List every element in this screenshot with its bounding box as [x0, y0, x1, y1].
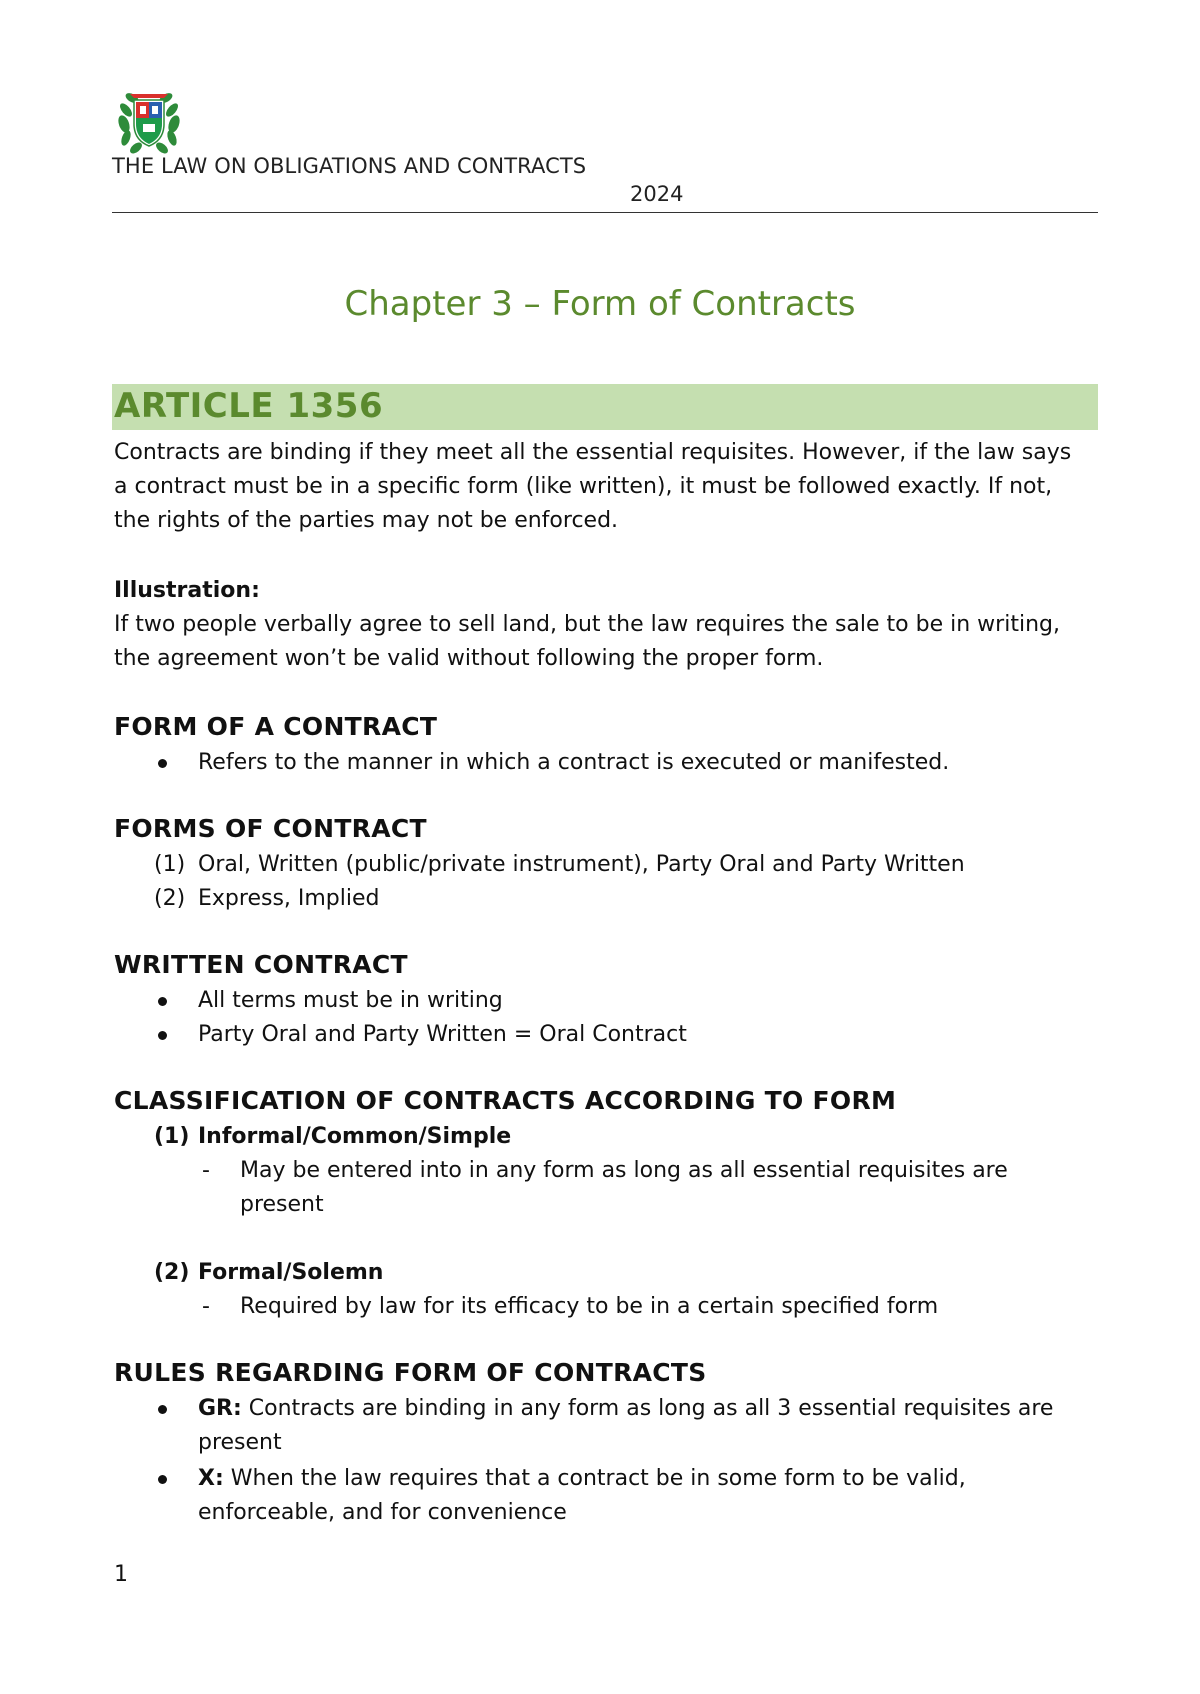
section-heading-classification: CLASSIFICATION OF CONTRACTS ACCORDING TO FORM: [114, 1086, 897, 1115]
header-year: 2024: [630, 182, 684, 206]
school-seal-logo: [112, 84, 186, 158]
header-title: THE LAW ON OBLIGATIONS AND CONTRACTS: [112, 154, 587, 178]
illustration-label: Illustration:: [114, 578, 260, 603]
header-divider: [112, 212, 1098, 213]
document-page: THE LAW ON OBLIGATIONS AND CONTRACTS 2024 Chapter 3 – Form of Contracts ARTICLE 1356 Contracts are binding if they meet all the essential requisites. However, if the law says a contract must be in a specific form (like written), it must be followed exactly. If not, the rights of the parties may not be enforced. Illustration: If two people verbally agree to sell land, but the law requires the sale to be in writing, the agreement won’t be valid without following the proper form. FORM OF A CONTRACT Refers to the manner in which a contract is executed or manifested. FORMS OF CONTRACT (1) Oral, Written (public/private instrument), Party Oral and Party Written (2) Express, Implied WRITTEN CONTRACT All terms must be in writing Party Oral and Party Written = Oral Contract CLASSIFICATION OF CONTRACTS ACCORDING TO FORM (1) Informal/Common/Simple - May be entered into in any form as long as all essential requisites are present (2) Formal/Solemn - Required by law for its efficacy to be in a certain specified form RULES REGARDING FORM OF CONTRACTS GR: Contracts are binding in any form as long as all 3 essential requisites are present X: When the law requires that a contract be in some form to be valid, enforceable, and for convenience 1: [0, 0, 1200, 1694]
bullet-icon: [158, 1475, 167, 1484]
bullet-icon: [158, 997, 167, 1006]
illustration-line: the agreement won’t be valid without following the proper form.: [114, 646, 824, 671]
section-heading-form-of-contract: FORM OF A CONTRACT: [114, 712, 438, 741]
section-heading-forms-of-contract: FORMS OF CONTRACT: [114, 814, 427, 843]
article-body-line: a contract must be in a specific form (like written), it must be followed exactly. If not,: [114, 474, 1053, 499]
article-body-line: Contracts are binding if they meet all the essential requisites. However, if the law says: [114, 440, 1072, 465]
bullet-icon: [158, 1031, 167, 1040]
bullet-icon: [158, 1405, 167, 1414]
illustration-line: If two people verbally agree to sell land, but the law requires the sale to be in writing,: [114, 612, 1060, 637]
page-number: 1: [114, 1562, 128, 1587]
article-body-line: the rights of the parties may not be enforced.: [114, 508, 619, 533]
article-body: [114, 436, 1104, 538]
illustration-block: [114, 574, 1104, 676]
article-title: ARTICLE 1356: [114, 386, 384, 426]
bullet-icon: [158, 759, 167, 768]
section-heading-rules: RULES REGARDING FORM OF CONTRACTS: [114, 1358, 707, 1387]
chapter-title: Chapter 3 – Form of Contracts: [344, 284, 856, 324]
section-heading-written-contract: WRITTEN CONTRACT: [114, 950, 408, 979]
